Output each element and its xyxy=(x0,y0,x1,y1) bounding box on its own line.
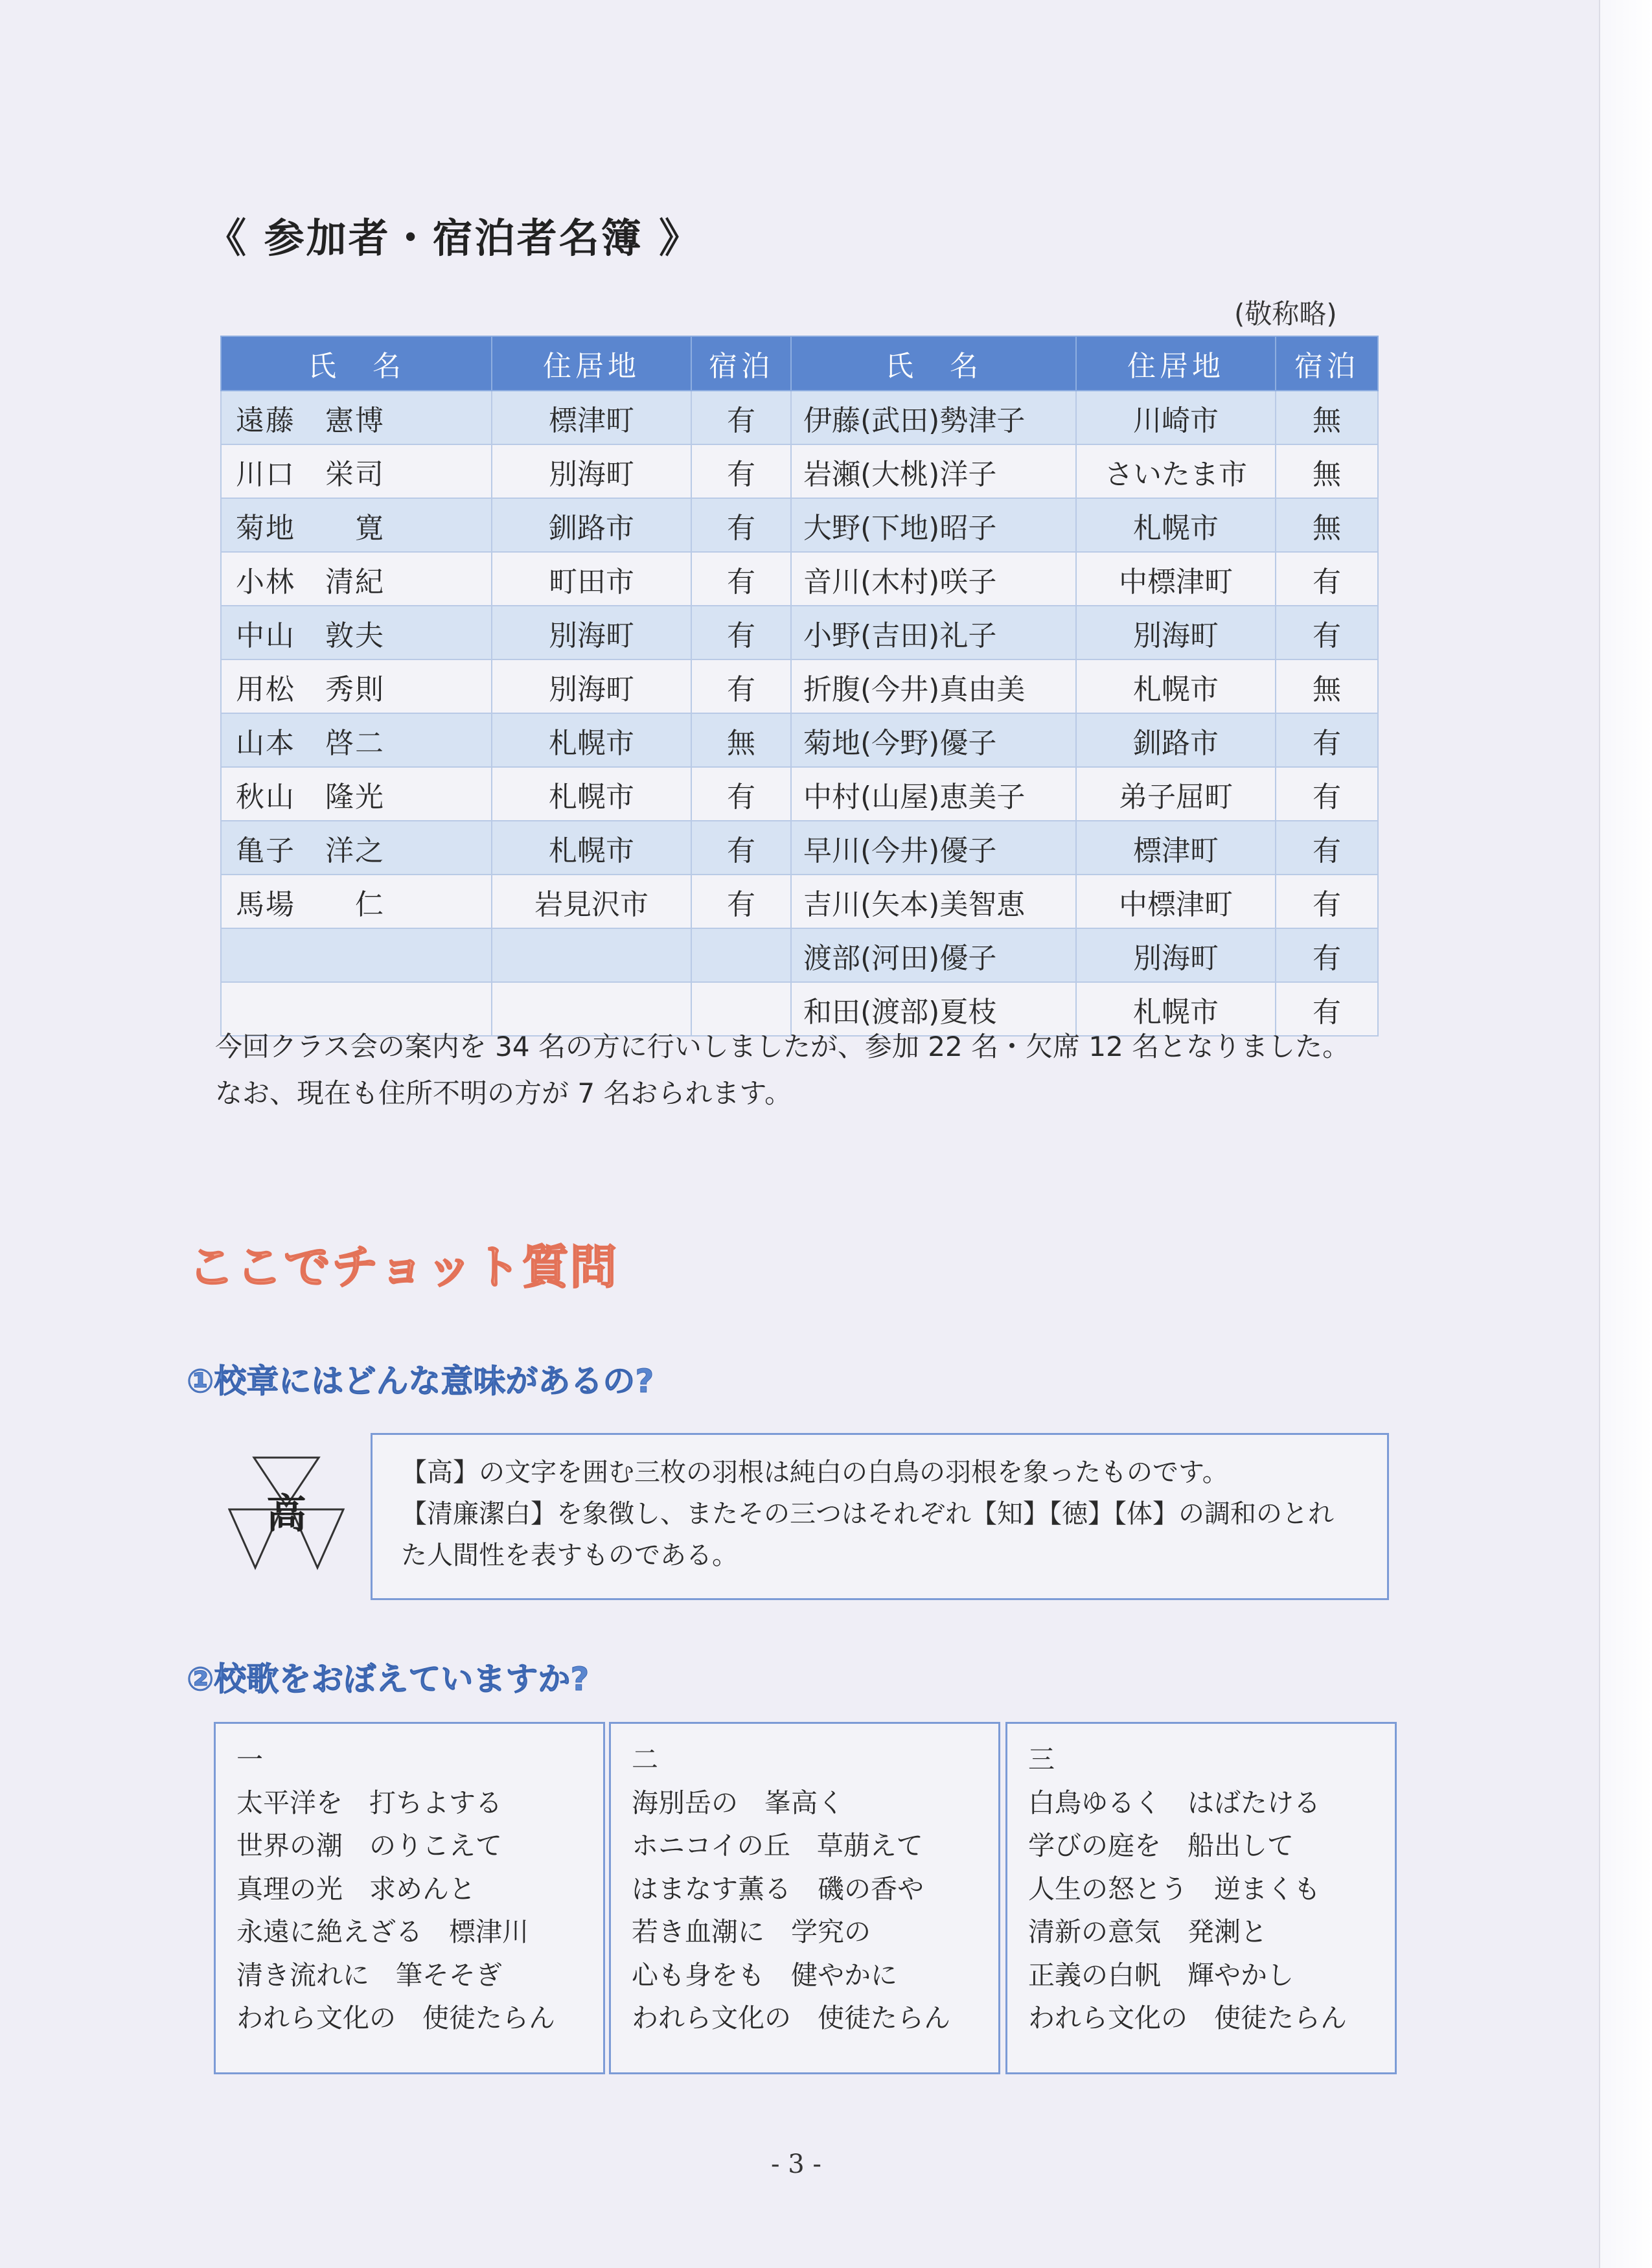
cell-name: 早川(今井)優子 xyxy=(791,821,1076,875)
cell-residence: さいたま市 xyxy=(1076,444,1276,498)
cell-lodging: 有 xyxy=(691,391,791,444)
cell-residence: 中標津町 xyxy=(1076,552,1276,606)
cell-name: 岩瀬(大桃)洋子 xyxy=(791,444,1076,498)
table-row xyxy=(221,821,1378,875)
verse-line: 白鳥ゆるく はばたける xyxy=(1028,1787,1320,1818)
verse-number: 一 xyxy=(236,1744,263,1775)
table-row xyxy=(221,659,1378,713)
cell-residence: 釧路市 xyxy=(1076,713,1276,767)
cell-residence: 標津町 xyxy=(1076,821,1276,875)
verse-line: 心も身をも 健やかに xyxy=(632,1959,897,1991)
verse-number: 三 xyxy=(1028,1744,1055,1775)
cell-residence: 札幌市 xyxy=(492,767,691,821)
cell-residence: 別海町 xyxy=(492,659,691,713)
table-row xyxy=(221,498,1378,552)
verse-line: 清新の意気 発溂と xyxy=(1028,1916,1267,1947)
cell-residence: 札幌市 xyxy=(1076,498,1276,552)
cell-residence: 釧路市 xyxy=(492,498,691,552)
header-lodging: 宿泊 xyxy=(1276,336,1378,391)
verse-line: 真理の光 求めんと xyxy=(236,1873,476,1905)
table-row xyxy=(221,713,1378,767)
cell-lodging: 有 xyxy=(691,821,791,875)
school-song-verse-2 xyxy=(609,1722,1000,2074)
cell-lodging: 有 xyxy=(691,875,791,928)
cell-name: 亀子 洋之 xyxy=(221,821,492,875)
verse-line: われら文化の 使徒たらん xyxy=(1028,2002,1347,2033)
verse-line: われら文化の 使徒たらん xyxy=(632,2002,950,2033)
cell-name: 中山 敦夫 xyxy=(221,606,492,659)
cell-residence: 標津町 xyxy=(492,391,691,444)
question-1-title: ①校章にはどんな意味があるの? xyxy=(187,1362,654,1400)
cell-lodging: 有 xyxy=(1276,552,1378,606)
note-line: 今回クラス会の案内を 34 名の方に行いしましたが、参加 22 名・欠席 12 名となりました。 xyxy=(215,1031,1350,1062)
cell-name: 和田(渡部)夏枝 xyxy=(791,982,1076,1036)
table-header-row xyxy=(221,336,1378,391)
cell-name: 菊地(今野)優子 xyxy=(791,713,1076,767)
school-song-verse-3 xyxy=(1005,1722,1397,2074)
verse-line: 学びの庭を 船出して xyxy=(1028,1830,1294,1861)
cell-lodging: 無 xyxy=(1276,444,1378,498)
table-row xyxy=(221,875,1378,928)
cell-name: 小野(吉田)礼子 xyxy=(791,606,1076,659)
table-row xyxy=(221,928,1378,982)
verse-line: 若き血潮に 学究の xyxy=(632,1916,871,1947)
cell-name: 伊藤(武田)勢津子 xyxy=(791,391,1076,444)
cell-residence: 別海町 xyxy=(492,444,691,498)
header-residence: 住居地 xyxy=(492,336,691,391)
page-title: 《 参加者・宿泊者名簿 》 xyxy=(206,214,702,262)
verse-line: 太平洋を 打ちよする xyxy=(236,1787,502,1818)
cell-residence: 別海町 xyxy=(492,606,691,659)
cell-name: 秋山 隆光 xyxy=(221,767,492,821)
cell-lodging: 有 xyxy=(691,767,791,821)
explanation-line: た人間性を表すものである。 xyxy=(401,1541,738,1570)
page-edge xyxy=(1599,0,1652,2268)
cell-residence: 中標津町 xyxy=(1076,875,1276,928)
cell-name: 山本 啓二 xyxy=(221,713,492,767)
question-2-title: ②校歌をおぼえていますか? xyxy=(187,1660,590,1698)
verse-line: 海別岳の 峯高く xyxy=(632,1787,844,1818)
cell-lodging: 有 xyxy=(691,552,791,606)
cell-name: 中村(山屋)恵美子 xyxy=(791,767,1076,821)
cell-lodging: 有 xyxy=(1276,713,1378,767)
verse-line: 清き流れに 筆そそぎ xyxy=(236,1959,502,1991)
attendance-note xyxy=(215,1024,1349,1117)
verse-number: 二 xyxy=(632,1744,658,1775)
cell-lodging: 有 xyxy=(691,444,791,498)
cell-residence: 別海町 xyxy=(1076,606,1276,659)
table-row xyxy=(221,552,1378,606)
verse-line: はまなす薫る 磯の香や xyxy=(632,1873,924,1905)
honorific-note: (敬称略) xyxy=(1234,298,1337,330)
header-name: 氏 名 xyxy=(791,336,1076,391)
cell-lodging: 無 xyxy=(1276,498,1378,552)
header-residence: 住居地 xyxy=(1076,336,1276,391)
cell-residence: 札幌市 xyxy=(1076,659,1276,713)
cell-name: 吉川(矢本)美智恵 xyxy=(791,875,1076,928)
cell-name xyxy=(221,928,492,982)
header-lodging: 宿泊 xyxy=(691,336,791,391)
verse-line: われら文化の 使徒たらん xyxy=(236,2002,555,2033)
emblem-explanation-box xyxy=(371,1433,1389,1600)
cell-residence: 札幌市 xyxy=(492,713,691,767)
school-emblem-icon xyxy=(228,1451,345,1574)
cell-lodging: 有 xyxy=(1276,606,1378,659)
cell-residence: 岩見沢市 xyxy=(492,875,691,928)
cell-name: 用松 秀則 xyxy=(221,659,492,713)
explanation-line: 【清廉潔白】を象徴し、またその三つはそれぞれ【知】【徳】【体】の調和のとれ xyxy=(401,1499,1334,1529)
cell-lodging: 有 xyxy=(1276,767,1378,821)
cell-lodging: 有 xyxy=(691,659,791,713)
page-number: - 3 - xyxy=(771,2149,821,2179)
cell-name: 遠藤 憲博 xyxy=(221,391,492,444)
emblem-char: 高 xyxy=(266,1490,307,1537)
cell-residence: 弟子屈町 xyxy=(1076,767,1276,821)
cell-name: 菊地 寛 xyxy=(221,498,492,552)
header-name: 氏 名 xyxy=(221,336,492,391)
verse-line: 人生の怒とう 逆まくも xyxy=(1028,1873,1320,1905)
verse-line: 永遠に絶えざる 標津川 xyxy=(236,1916,529,1947)
verse-line: ホニコイの丘 草萠えて xyxy=(632,1830,923,1861)
question-heading: ここでチョット質問 xyxy=(188,1240,618,1294)
cell-lodging: 有 xyxy=(691,606,791,659)
cell-name: 小林 清紀 xyxy=(221,552,492,606)
table-row xyxy=(221,606,1378,659)
verse-line: 正義の白帆 輝やかし xyxy=(1028,1959,1294,1991)
cell-name: 音川(木村)咲子 xyxy=(791,552,1076,606)
cell-residence xyxy=(492,928,691,982)
cell-lodging: 無 xyxy=(691,713,791,767)
table-row xyxy=(221,391,1378,444)
cell-lodging xyxy=(691,928,791,982)
cell-residence: 別海町 xyxy=(1076,928,1276,982)
cell-name: 大野(下地)昭子 xyxy=(791,498,1076,552)
verse-line: 世界の潮 のりこえて xyxy=(236,1830,502,1861)
cell-lodging: 有 xyxy=(1276,928,1378,982)
cell-lodging: 有 xyxy=(1276,821,1378,875)
cell-lodging: 有 xyxy=(1276,875,1378,928)
cell-name: 馬場 仁 xyxy=(221,875,492,928)
cell-residence: 町田市 xyxy=(492,552,691,606)
cell-name: 川口 栄司 xyxy=(221,444,492,498)
cell-lodging: 無 xyxy=(1276,391,1378,444)
table-row xyxy=(221,767,1378,821)
cell-residence: 川崎市 xyxy=(1076,391,1276,444)
cell-lodging: 無 xyxy=(1276,659,1378,713)
note-line: なお、現在も住所不明の方が 7 名おられます。 xyxy=(215,1077,792,1109)
cell-name: 渡部(河田)優子 xyxy=(791,928,1076,982)
table-row xyxy=(221,444,1378,498)
school-song-verse-1 xyxy=(214,1722,605,2074)
explanation-line: 【高】の文字を囲む三枚の羽根は純白の白鳥の羽根を象ったものです。 xyxy=(401,1458,1228,1487)
cell-lodging: 有 xyxy=(1276,982,1378,1036)
cell-name: 折腹(今井)真由美 xyxy=(791,659,1076,713)
cell-residence: 札幌市 xyxy=(1076,982,1276,1036)
participant-roster-table xyxy=(220,336,1379,1037)
cell-lodging: 有 xyxy=(691,498,791,552)
cell-residence: 札幌市 xyxy=(492,821,691,875)
